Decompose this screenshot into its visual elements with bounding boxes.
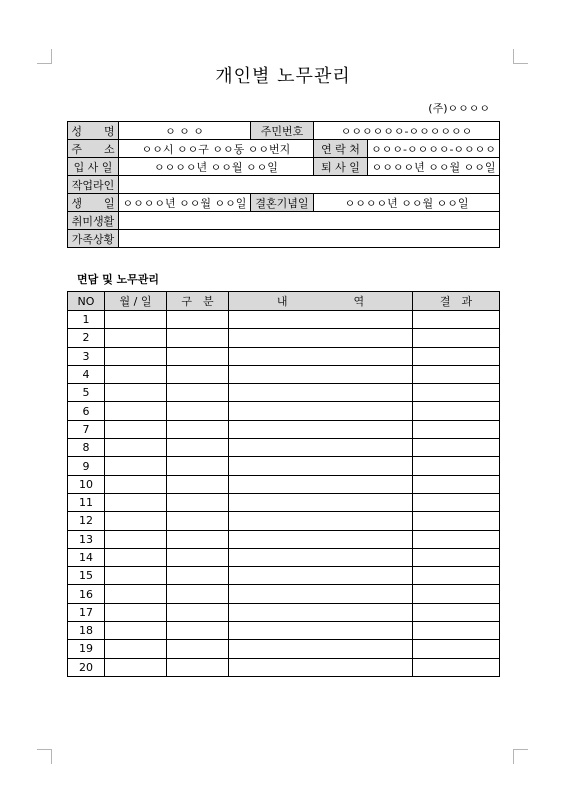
details-cell[interactable] (229, 329, 413, 347)
row-number: 15 (68, 567, 105, 585)
name-field[interactable]: ㅇ ㅇ ㅇ (119, 122, 251, 140)
details-cell[interactable] (229, 475, 413, 493)
address-label: 주 소 (68, 140, 119, 158)
table-row (68, 311, 500, 329)
details-cell[interactable] (229, 530, 413, 548)
result-cell[interactable] (413, 603, 500, 621)
row-number: 17 (68, 603, 105, 621)
table-row (68, 420, 500, 438)
details-cell[interactable] (229, 384, 413, 402)
result-cell[interactable] (413, 548, 500, 566)
date-cell[interactable] (105, 512, 167, 530)
header-no: NO (68, 292, 105, 311)
rrn-field[interactable]: ㅇㅇㅇㅇㅇㅇ-ㅇㅇㅇㅇㅇㅇ (314, 122, 500, 140)
date-cell[interactable] (105, 365, 167, 383)
log-header-row (68, 292, 500, 311)
date-cell[interactable] (105, 622, 167, 640)
hire-date-field[interactable]: ㅇㅇㅇㅇ년 ㅇㅇ월 ㅇㅇ일 (119, 158, 314, 176)
date-cell[interactable] (105, 457, 167, 475)
row-number: 8 (68, 439, 105, 457)
category-cell[interactable] (167, 439, 229, 457)
result-cell[interactable] (413, 658, 500, 676)
category-cell[interactable] (167, 548, 229, 566)
info-row-name (68, 122, 500, 140)
header-date: 월 / 일 (105, 292, 167, 311)
details-cell[interactable] (229, 640, 413, 658)
result-cell[interactable] (413, 622, 500, 640)
header-result: 결 과 (413, 292, 500, 311)
category-cell[interactable] (167, 622, 229, 640)
table-row (68, 585, 500, 603)
hire-date-label: 입 사 일 (68, 158, 119, 176)
category-cell[interactable] (167, 567, 229, 585)
leave-date-label: 퇴 사 일 (314, 158, 368, 176)
row-number: 7 (68, 420, 105, 438)
rrn-label: 주민번호 (251, 122, 314, 140)
section-title: 면담 및 노무관리 (77, 273, 160, 286)
category-cell[interactable] (167, 329, 229, 347)
info-row-address (68, 140, 500, 158)
info-row-hobby (68, 212, 500, 230)
hobby-field[interactable] (119, 212, 500, 230)
row-number: 12 (68, 512, 105, 530)
table-row (68, 640, 500, 658)
table-row (68, 512, 500, 530)
category-cell[interactable] (167, 530, 229, 548)
row-number: 5 (68, 384, 105, 402)
row-number: 1 (68, 311, 105, 329)
row-number: 13 (68, 530, 105, 548)
table-row (68, 347, 500, 365)
category-cell[interactable] (167, 603, 229, 621)
row-number: 4 (68, 365, 105, 383)
row-number: 19 (68, 640, 105, 658)
date-cell[interactable] (105, 329, 167, 347)
company-name: (주)ㅇㅇㅇㅇ (428, 102, 490, 115)
contact-label: 연 락 처 (314, 140, 368, 158)
table-row (68, 329, 500, 347)
row-number: 11 (68, 493, 105, 511)
details-cell[interactable] (229, 365, 413, 383)
details-cell[interactable] (229, 603, 413, 621)
details-cell[interactable] (229, 439, 413, 457)
result-cell[interactable] (413, 420, 500, 438)
table-row (68, 475, 500, 493)
anniversary-field[interactable]: ㅇㅇㅇㅇ년 ㅇㅇ월 ㅇㅇ일 (314, 194, 500, 212)
details-cell[interactable] (229, 658, 413, 676)
details-cell[interactable] (229, 457, 413, 475)
date-cell[interactable] (105, 384, 167, 402)
details-cell[interactable] (229, 567, 413, 585)
result-cell[interactable] (413, 475, 500, 493)
date-cell[interactable] (105, 548, 167, 566)
date-cell[interactable] (105, 585, 167, 603)
workline-field[interactable] (119, 176, 500, 194)
category-cell[interactable] (167, 420, 229, 438)
details-cell[interactable] (229, 347, 413, 365)
result-cell[interactable] (413, 567, 500, 585)
page-title: 개인별 노무관리 (215, 66, 351, 87)
table-row (68, 530, 500, 548)
result-cell[interactable] (413, 311, 500, 329)
category-cell[interactable] (167, 493, 229, 511)
family-label: 가족상황 (68, 230, 119, 248)
table-row (68, 402, 500, 420)
row-number: 10 (68, 475, 105, 493)
date-cell[interactable] (105, 402, 167, 420)
table-row (68, 384, 500, 402)
category-cell[interactable] (167, 384, 229, 402)
category-cell[interactable] (167, 475, 229, 493)
date-cell[interactable] (105, 347, 167, 365)
details-cell[interactable] (229, 622, 413, 640)
anniversary-label: 결혼기념일 (251, 194, 314, 212)
result-cell[interactable] (413, 512, 500, 530)
row-number: 14 (68, 548, 105, 566)
result-cell[interactable] (413, 493, 500, 511)
category-cell[interactable] (167, 311, 229, 329)
table-row (68, 365, 500, 383)
table-row (68, 439, 500, 457)
category-cell[interactable] (167, 512, 229, 530)
table-row (68, 603, 500, 621)
table-row (68, 622, 500, 640)
details-cell[interactable] (229, 311, 413, 329)
date-cell[interactable] (105, 475, 167, 493)
date-cell[interactable] (105, 603, 167, 621)
date-cell[interactable] (105, 493, 167, 511)
hobby-label: 취미생활 (68, 212, 119, 230)
birthday-label: 생 일 (68, 194, 119, 212)
details-cell[interactable] (229, 402, 413, 420)
birthday-field[interactable]: ㅇㅇㅇㅇ년 ㅇㅇ월 ㅇㅇ일 (119, 194, 251, 212)
table-row (68, 457, 500, 475)
result-cell[interactable] (413, 329, 500, 347)
table-row (68, 493, 500, 511)
info-row-hire (68, 158, 500, 176)
header-category: 구 분 (167, 292, 229, 311)
info-row-workline (68, 176, 500, 194)
header-details: 내 역 (229, 292, 413, 311)
date-cell[interactable] (105, 439, 167, 457)
result-cell[interactable] (413, 402, 500, 420)
row-number: 3 (68, 347, 105, 365)
date-cell[interactable] (105, 658, 167, 676)
details-cell[interactable] (229, 585, 413, 603)
category-cell[interactable] (167, 347, 229, 365)
family-field[interactable] (119, 230, 500, 248)
table-row (68, 548, 500, 566)
date-cell[interactable] (105, 530, 167, 548)
result-cell[interactable] (413, 439, 500, 457)
address-field[interactable]: ㅇㅇ시 ㅇㅇ구 ㅇㅇ동 ㅇㅇ번지 (119, 140, 314, 158)
table-row (68, 567, 500, 585)
result-cell[interactable] (413, 530, 500, 548)
result-cell[interactable] (413, 585, 500, 603)
result-cell[interactable] (413, 457, 500, 475)
result-cell[interactable] (413, 365, 500, 383)
result-cell[interactable] (413, 347, 500, 365)
date-cell[interactable] (105, 420, 167, 438)
category-cell[interactable] (167, 402, 229, 420)
row-number: 2 (68, 329, 105, 347)
details-cell[interactable] (229, 512, 413, 530)
row-number: 6 (68, 402, 105, 420)
personal-info-table (67, 121, 500, 248)
category-cell[interactable] (167, 457, 229, 475)
info-row-family (68, 230, 500, 248)
leave-date-field[interactable]: ㅇㅇㅇㅇ년 ㅇㅇ월 ㅇㅇ일 (368, 158, 500, 176)
crop-mark-bottom-right (513, 749, 528, 764)
category-cell[interactable] (167, 585, 229, 603)
category-cell[interactable] (167, 365, 229, 383)
workline-label: 작업라인 (68, 176, 119, 194)
table-row (68, 658, 500, 676)
name-label: 성 명 (68, 122, 119, 140)
details-cell[interactable] (229, 548, 413, 566)
date-cell[interactable] (105, 567, 167, 585)
crop-mark-bottom-left (37, 749, 52, 764)
date-cell[interactable] (105, 640, 167, 658)
interview-log-table (67, 291, 500, 677)
category-cell[interactable] (167, 658, 229, 676)
date-cell[interactable] (105, 311, 167, 329)
details-cell[interactable] (229, 493, 413, 511)
row-number: 20 (68, 658, 105, 676)
result-cell[interactable] (413, 384, 500, 402)
info-row-birthday (68, 194, 500, 212)
row-number: 16 (68, 585, 105, 603)
result-cell[interactable] (413, 640, 500, 658)
category-cell[interactable] (167, 640, 229, 658)
details-cell[interactable] (229, 420, 413, 438)
row-number: 9 (68, 457, 105, 475)
row-number: 18 (68, 622, 105, 640)
contact-field[interactable]: ㅇㅇㅇ-ㅇㅇㅇㅇ-ㅇㅇㅇㅇ (368, 140, 500, 158)
